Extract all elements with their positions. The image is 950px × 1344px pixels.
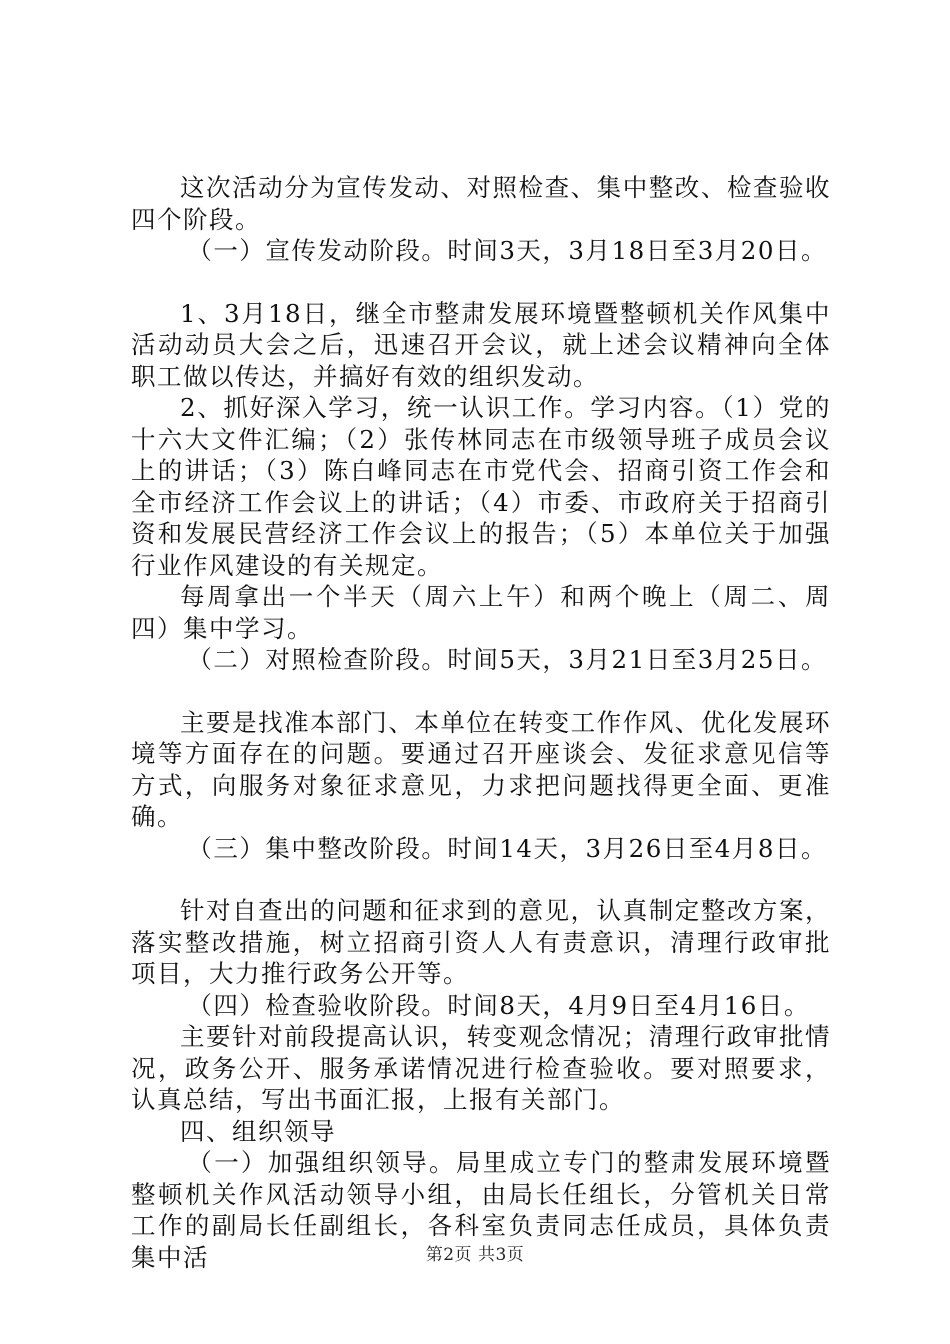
paragraph: （四）检查验收阶段。时间8天，4月9日至4月16日。 [187,990,810,1020]
paragraph: 针对自查出的问题和征求到的意见，认真制定整改方案，落实整改措施，树立招商引资人人有责意识，清理行政审批项目，大力推行政务公开等。 [131,896,831,988]
paragraph: 主要针对前段提高认识，转变观念情况；清理行政审批情况，政务公开、服务承诺情况进行检查验收。要对照要求，认真总结，写出书面汇报，上报有关部门。 [131,1022,831,1114]
document-body [131,172,831,1273]
paragraph: 2、抓好深入学习，统一认识工作。学习内容。（1）党的十六大文件汇编；（2）张传林同志在市级领导班子成员会议上的讲话；（3）陈白峰同志在市党代会、招商引资工作会和全市经济工作会议上的讲话；（4）市委、市政府关于招商引资和发展民营经济工作会议上的报告；（5）本单位关于加强行业作风建设的有关规定。 [131,393,831,580]
page-footer: 第2页 共3页 [425,1245,525,1265]
paragraph: （一）加强组织领导。局里成立专门的整肃发展环境暨整顿机关作风活动领导小组，由局长任组长，分管机关日常工作的副局长任副组长，各科室负责同志任成员，具体负责集中活 [131,1148,831,1272]
paragraph: 四、组织领导 [180,1116,336,1146]
paragraph: 这次活动分为宣传发动、对照检查、集中整改、检查验收四个阶段。 [131,173,831,234]
paragraph: （一）宣传发动阶段。时间3天，3月18日至3月20日。 [187,236,827,265]
paragraph: 1、3月18日，继全市整肃发展环境暨整顿机关作风集中活动动员大会之后，迅速召开会议，就上述会议精神向全体职工做以传达，并搞好有效的组织发动。 [131,298,831,391]
paragraph: （二）对照检查阶段。时间5天，3月21日至3月25日。 [187,645,827,674]
paragraph: 每周拿出一个半天（周六上午）和两个晚上（周二、周四）集中学习。 [131,582,831,643]
paragraph: 主要是找准本部门、本单位在转变工作作风、优化发展环境等方面存在的问题。要通过召开座谈会、发征求意见信等方式，向服务对象征求意见，力求把问题找得更全面、更准确。 [131,707,831,831]
paragraph: （三）集中整改阶段。时间14天，3月26日至4月8日。 [187,833,827,863]
